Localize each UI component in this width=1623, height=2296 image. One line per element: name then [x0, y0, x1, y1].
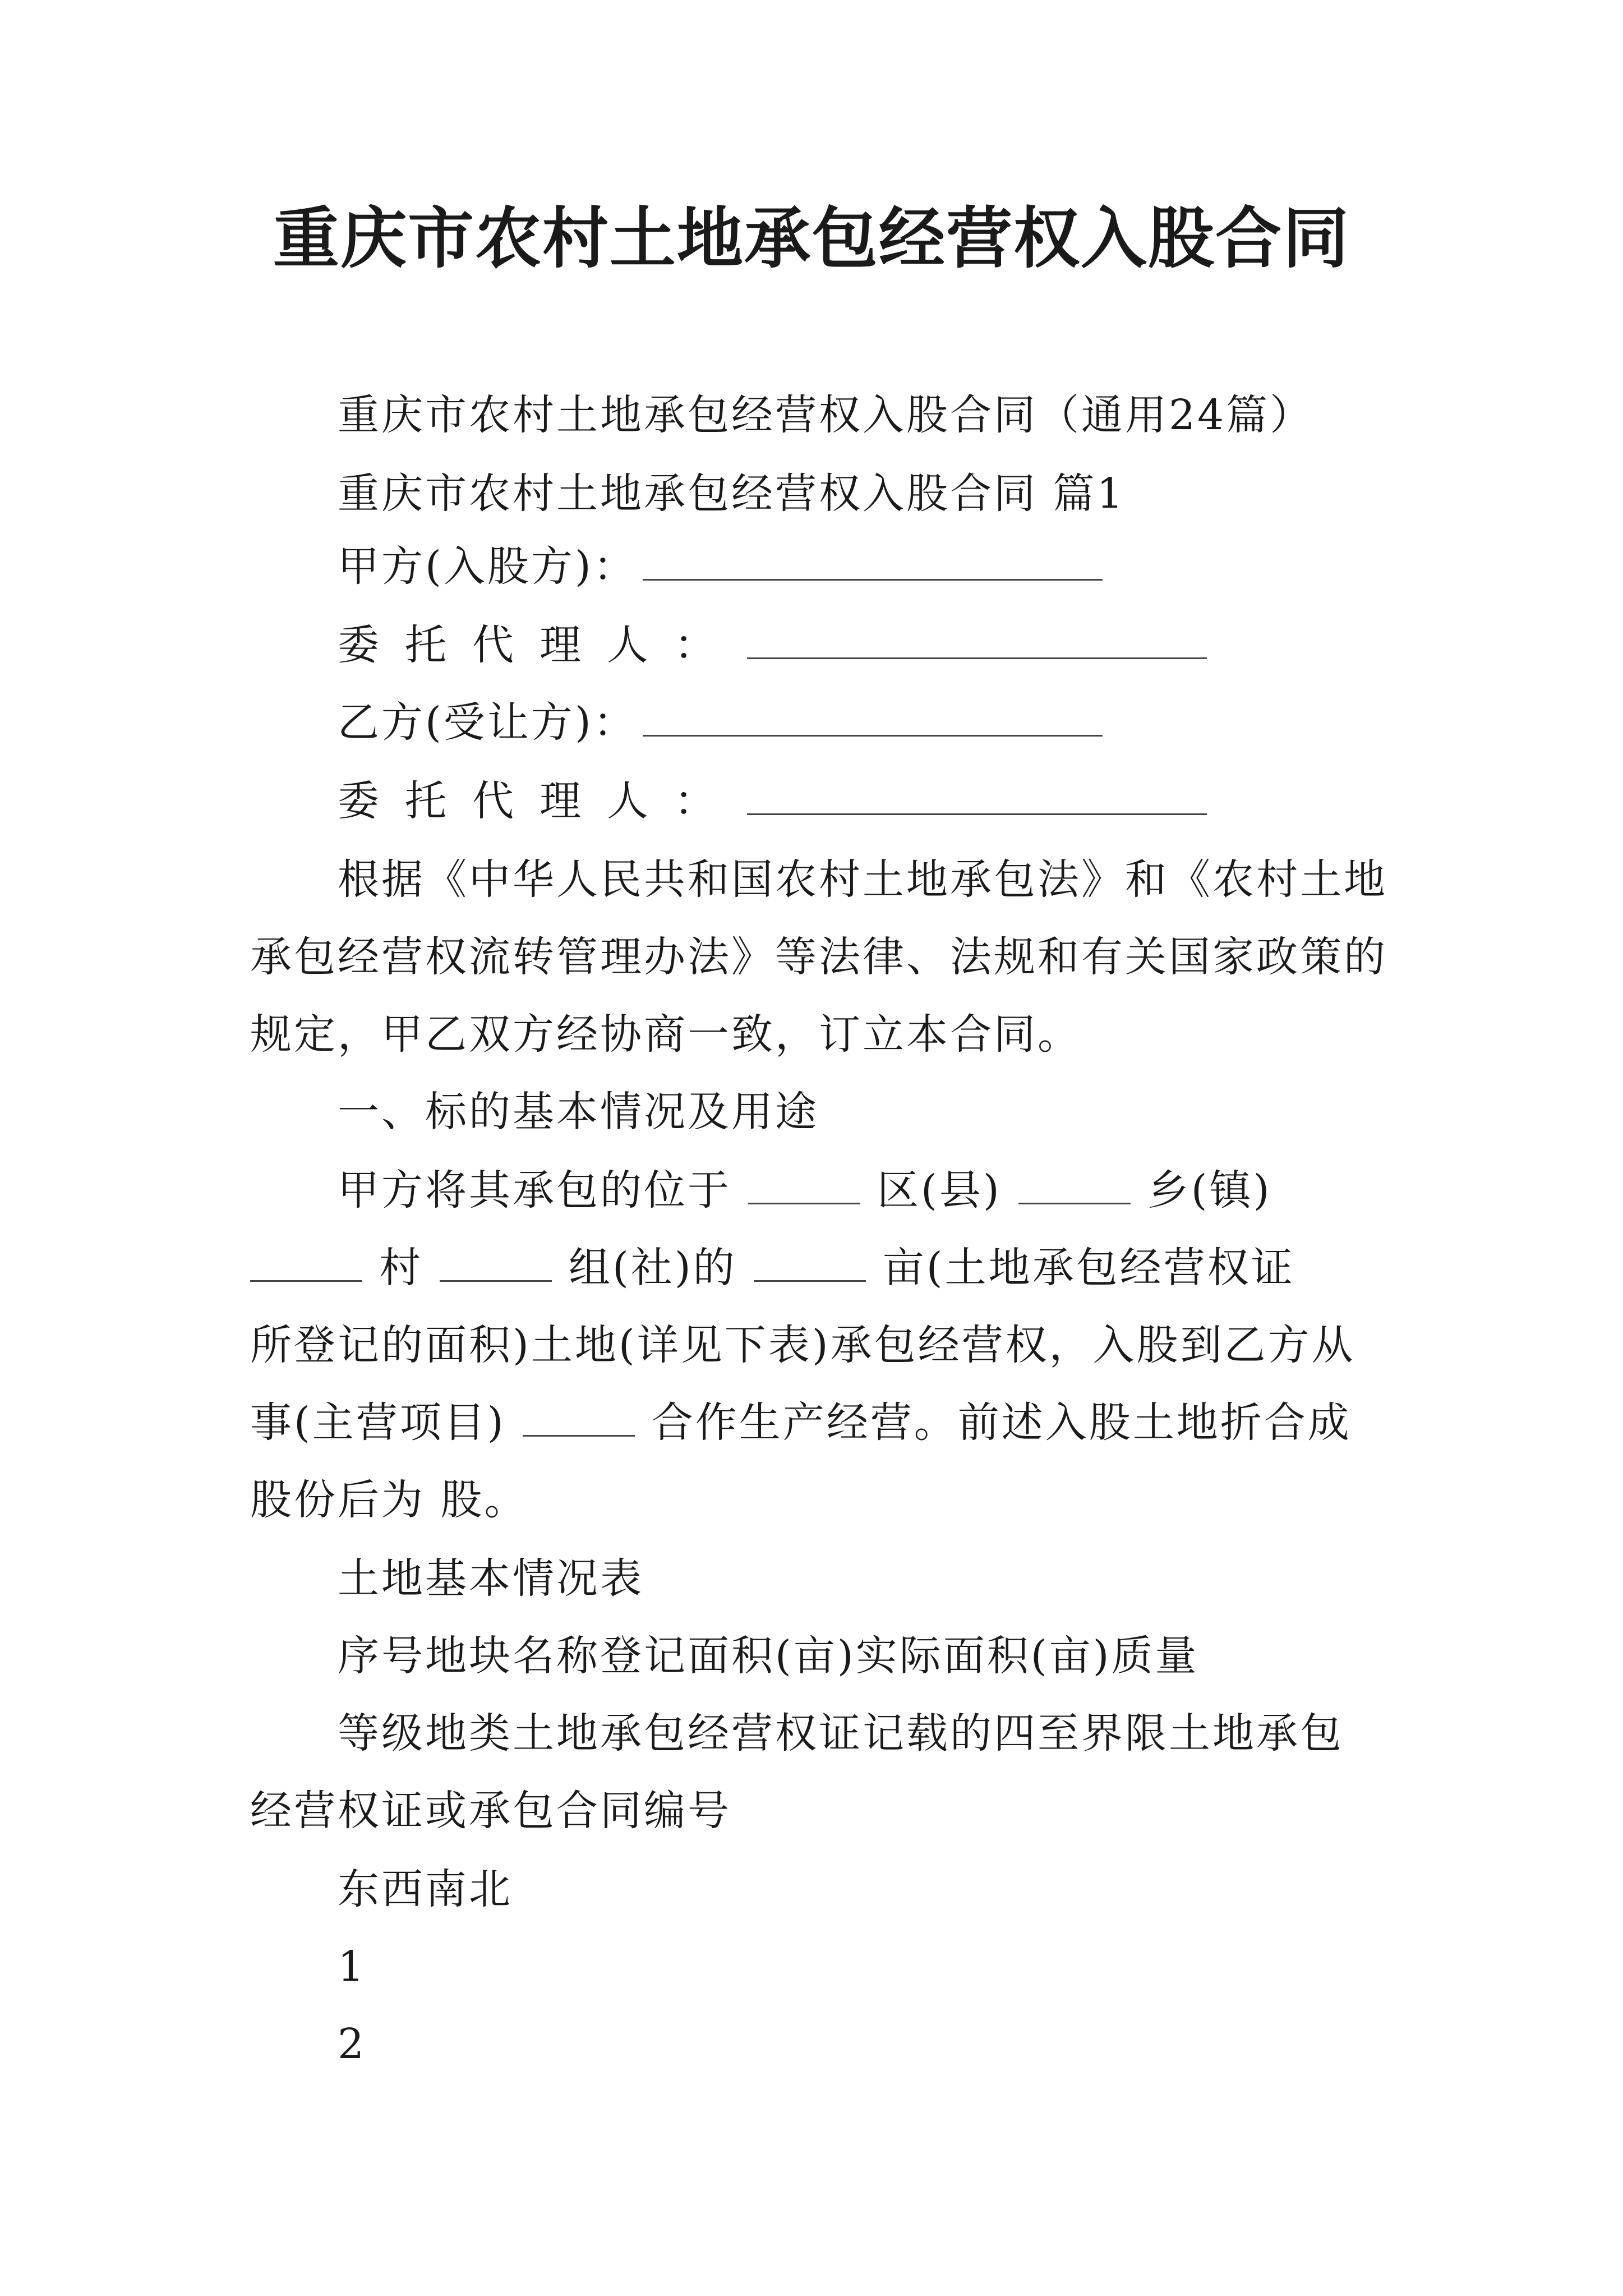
article-1-line-3: 所登记的面积)土地(详见下表)承包经营权，入股到乙方从 [250, 1321, 1355, 1369]
table-row-2: 2 [338, 2020, 367, 2068]
art1-text-6: 亩(土地承包经营权证 [882, 1244, 1295, 1292]
art1-text-5: 组(社)的 [569, 1244, 737, 1292]
section-heading: 重庆市农村土地承包经营权入股合同 篇1 [338, 470, 1126, 518]
article-1-line-5: 股份后为 股。 [250, 1476, 528, 1524]
table-row-1: 1 [338, 1943, 367, 1991]
agent-a-blank [747, 618, 1207, 659]
party-b-label: 乙方(受让方)： [338, 698, 637, 747]
group-blank [440, 1241, 552, 1282]
article-1-line-1 [338, 1162, 1272, 1218]
district-blank [748, 1163, 860, 1204]
party-a-blank [643, 540, 1103, 581]
agent-b-blank [747, 774, 1207, 815]
intro-line-2: 承包经营权流转管理办法》等法律、法规和有关国家政策的 [250, 933, 1387, 981]
article-1-line-4 [250, 1395, 1352, 1451]
art1-text-4: 村 [379, 1244, 423, 1292]
art1-text-2: 区(县) [877, 1166, 1002, 1214]
agent-a-label: 委托代理人： [338, 621, 741, 669]
table-header-line-3: 经营权证或承包合同编号 [250, 1787, 731, 1835]
party-b-blank [643, 696, 1103, 737]
document-title: 重庆市农村土地承包经营权入股合同 [273, 199, 1350, 277]
intro-line-1: 根据《中华人民共和国农村土地承包法》和《农村土地 [338, 855, 1387, 904]
agent-a-row [338, 617, 1207, 673]
agent-b-row [338, 773, 1207, 829]
area-blank [754, 1241, 866, 1282]
project-blank [523, 1396, 635, 1437]
article-1-heading: 一、标的基本情况及用途 [338, 1088, 819, 1136]
table-header-line-2: 等级地类土地承包经营权证记载的四至界限土地承包 [338, 1709, 1344, 1757]
art1-text-8: 合作生产经营。前述入股土地折合成 [651, 1398, 1352, 1447]
township-blank [1018, 1163, 1131, 1204]
art1-text-1: 甲方将其承包的位于 [338, 1166, 731, 1214]
art1-text-3: 乡(镇) [1147, 1166, 1272, 1214]
table-sub-header: 东西南北 [338, 1865, 513, 1913]
art1-text-7: 事(主营项目) [250, 1398, 506, 1447]
party-a-row [338, 539, 1103, 595]
article-1-line-2 [250, 1240, 1295, 1296]
table-header-line-1: 序号地块名称登记面积(亩)实际面积(亩)质量 [338, 1632, 1199, 1680]
table-title: 土地基本情况表 [338, 1554, 644, 1603]
party-b-row [338, 694, 1103, 751]
document-subtitle: 重庆市农村土地承包经营权入股合同（通用24篇） [338, 391, 1314, 439]
intro-line-3: 规定，甲乙双方经协商一致，订立本合同。 [250, 1010, 1081, 1059]
agent-b-label: 委托代理人： [338, 777, 741, 825]
village-blank [250, 1241, 362, 1282]
party-a-label: 甲方(入股方)： [338, 542, 637, 591]
